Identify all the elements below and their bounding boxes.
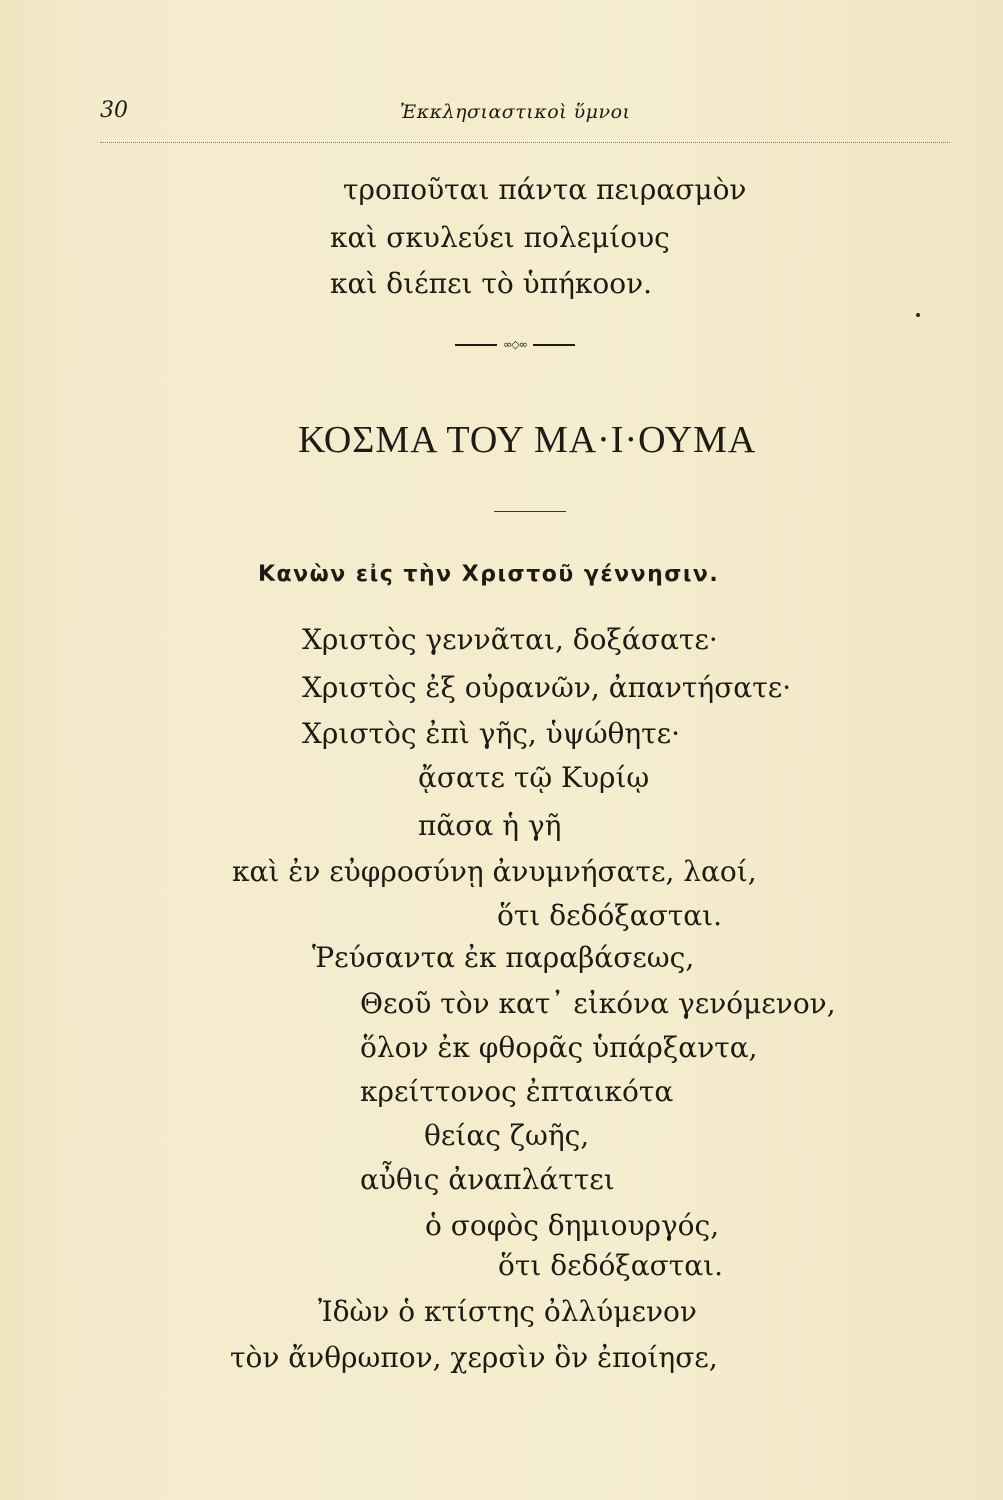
verse-line: Ῥεύσαντα ἐκ παραβάσεως, [312,941,695,974]
title-underline [494,511,566,512]
ornament-knot: ∞◇∞ [503,338,527,351]
verse-line: τροποῦται πάντα πειρασμὸν [343,173,747,206]
verse-line: Θεοῦ τὸν κατ᾿ εἰκόνα γενόμενον, [360,987,836,1020]
verse-line: πᾶσα ἡ γῆ [418,809,562,842]
verse-line: Ἰδὼν ὁ κτίστης ὀλλύμενον [318,1295,697,1328]
ink-speck [916,313,920,317]
verse-line: καὶ διέπει τὸ ὑπήκοον. [330,267,652,300]
section-title: ΚΟΣΜΑ ΤΟΥ ΜΑ·Ι·ΟΥΜΑ [298,419,757,461]
page-number: 30 [100,98,128,123]
verse-line: ὁ σοφὸς δημιουργός, [425,1209,720,1242]
verse-line: ὅτι δεδόξασται. [498,1249,724,1282]
verse-line: ὅτι δεδόξασται. [497,899,723,932]
running-head: Ἐκκλησιαστικοὶ ὕμνοι [400,101,631,123]
verse-line: Χριστὸς ἐξ οὐρανῶν, ἀπαντήσατε· [302,671,792,704]
verse-line: τὸν ἄνθρωπον, χερσὶν ὃν ἐποίησε, [230,1341,718,1374]
verse-line: κρείττονος ἐπταικότα [360,1075,674,1108]
verse-line: καὶ σκυλεύει πολεμίους [330,221,670,254]
page-header [100,98,950,143]
verse-line: ὅλον ἐκ φθορᾶς ὑπάρξαντα, [360,1031,758,1064]
verse-line: θείας ζωῆς, [424,1119,590,1152]
ornament-divider [455,339,575,351]
verse-line: Χριστὸς ἐπὶ γῆς, ὑψώθητε· [302,717,681,750]
verse-line: Χριστὸς γεννᾶται, δοξάσατε· [302,623,718,656]
verse-line: ᾄσατε τῷ Κυρίῳ [418,761,650,794]
section-subtitle: Κανὼν εἰς τὴν Χριστοῦ γέννησιν. [258,562,720,587]
verse-line: αὖθις ἀναπλάττει [360,1163,615,1196]
verse-line: καὶ ἐν εὐφροσύνῃ ἀνυμνήσατε, λαοί, [232,855,757,888]
